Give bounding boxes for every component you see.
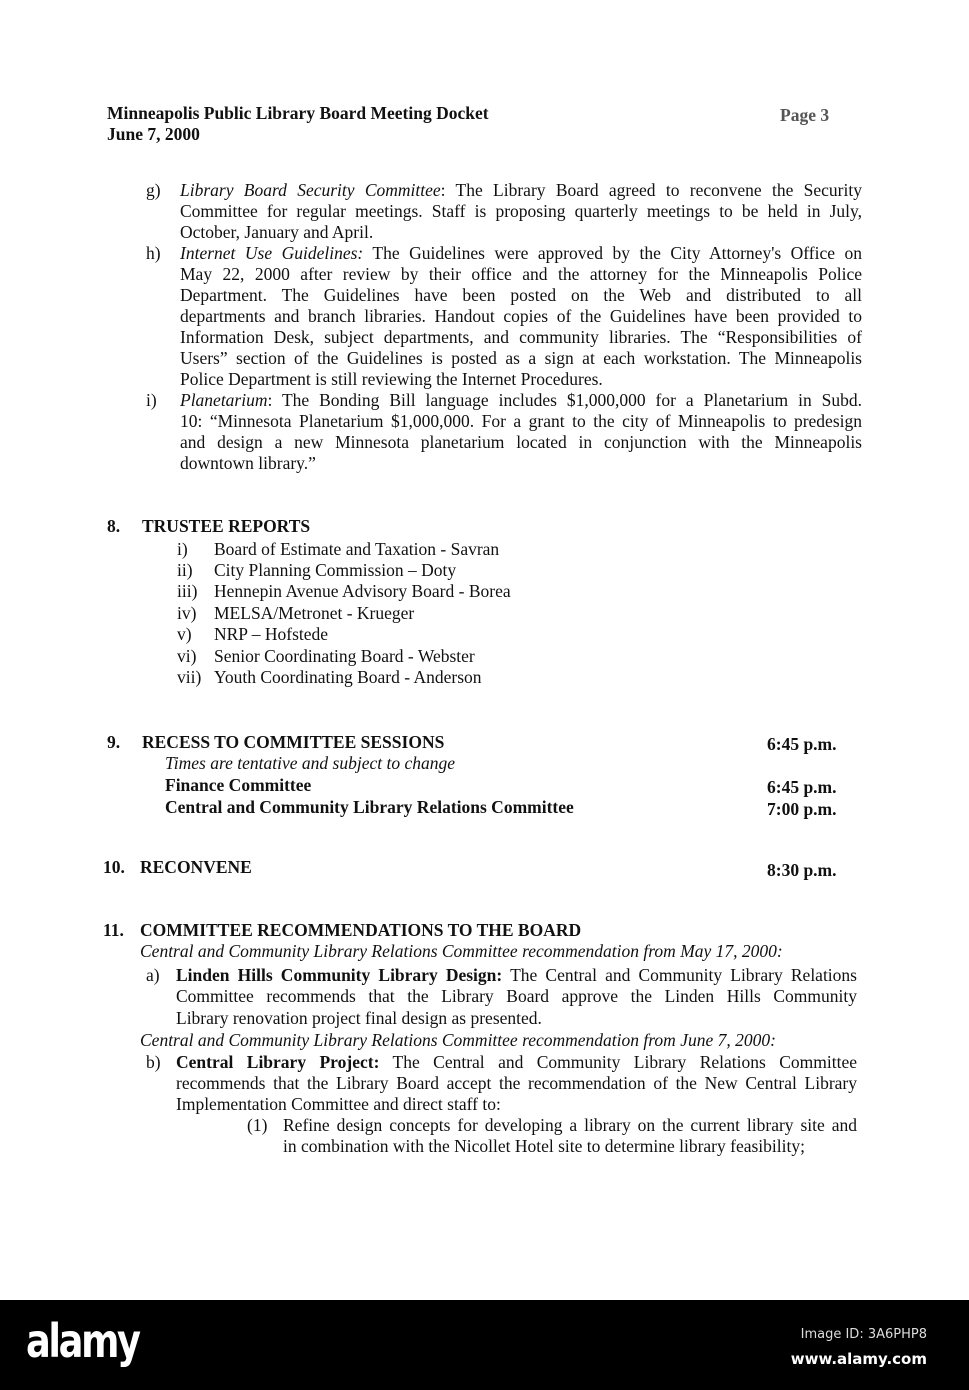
item-line: recommends that the Library Board accept the recommendation of the New Central Library <box>176 1073 857 1093</box>
report-text: Youth Coordinating Board - Anderson <box>214 667 482 687</box>
item-line: Refine design concepts for developing a library on the current library site and <box>283 1115 857 1135</box>
report-text: Hennepin Avenue Advisory Board - Borea <box>214 581 511 601</box>
subitem-label: (1) <box>247 1115 268 1135</box>
section-title: RECESS TO COMMITTEE SESSIONS <box>142 732 445 752</box>
image-id: Image ID: 3A6PHP8 <box>800 1327 927 1342</box>
item-line: Implementation Committee and direct staff to: <box>176 1094 501 1114</box>
report-text: Senior Coordinating Board - Webster <box>214 646 475 666</box>
item-lead: Library Board Security Committee <box>180 180 441 200</box>
item-line: Committee for regular meetings. Staff is proposing quarterly meetings to be held in July, <box>180 201 862 221</box>
item-lead: Planetarium <box>180 390 268 410</box>
item-line: Users” section of the Guidelines is posted as a sign at each workstation. The Minneapolis <box>180 348 862 368</box>
item-label: i) <box>146 390 157 410</box>
section-number: 8. <box>107 516 121 536</box>
item-line: in combination with the Nicollet Hotel site to determine library feasibility; <box>283 1136 805 1156</box>
item-lead: Central Library Project: <box>176 1052 380 1072</box>
item-label: h) <box>146 243 161 263</box>
item-line: Information Desk, subject departments, and community libraries. The “Responsibilities of <box>180 327 862 347</box>
section-number: 10. <box>103 857 125 877</box>
item-text: The Guidelines were approved by the City Attorney's Office on <box>363 243 862 263</box>
report-num: vii) <box>177 667 202 687</box>
item-line: 10: “Minnesota Planetarium $1,000,000. For a grant to the city of Minneapolis to predesign <box>180 411 862 431</box>
item-line <box>180 390 862 411</box>
item-line <box>176 1052 857 1073</box>
item-text: : The Bonding Bill language includes $1,000,000 for a Planetarium in Subd. <box>267 390 862 410</box>
item-line: Committee recommends that the Library Board approve the Linden Hills Community <box>176 986 857 1006</box>
item-line: Library renovation project final design as presented. <box>176 1008 542 1028</box>
item-label: a) <box>146 965 160 985</box>
report-text: NRP – Hofstede <box>214 624 329 644</box>
item-line: and design a new Minnesota planetarium located in conjunction with the Minneapolis <box>180 432 862 452</box>
report-num: vi) <box>177 646 197 666</box>
document-title: Minneapolis Public Library Board Meeting Docket <box>107 103 489 123</box>
item-line: May 22, 2000 after review by their office and the attorney for the Minneapolis Police <box>180 264 862 284</box>
watermark-url: www.alamy.com <box>790 1350 927 1368</box>
section-title: RECONVENE <box>140 857 252 877</box>
session-time: 6:45 p.m. <box>767 777 837 797</box>
report-num: v) <box>177 624 192 644</box>
page-number: Page 3 <box>780 105 830 125</box>
item-text: The Central and Community Library Relations Committee <box>379 1052 857 1072</box>
item-text: The Central and Community Library Relations <box>502 965 857 985</box>
recommendation-intro: Central and Community Library Relations Committee recommendation from May 17, 2000: <box>140 941 783 961</box>
section-number: 11. <box>103 920 124 940</box>
section-time: 6:45 p.m. <box>767 734 837 754</box>
item-lead: Internet Use Guidelines: <box>180 243 364 263</box>
report-text: MELSA/Metronet - Krueger <box>214 603 415 623</box>
report-num: ii) <box>177 560 193 580</box>
session-name: Finance Committee <box>165 775 312 795</box>
item-line: Police Department is still reviewing the Internet Procedures. <box>180 369 603 389</box>
report-num: i) <box>177 539 188 559</box>
recommendation-intro: Central and Community Library Relations Committee recommendation from June 7, 2000: <box>140 1030 776 1050</box>
document-date: June 7, 2000 <box>107 124 200 144</box>
item-label: g) <box>146 180 161 200</box>
report-num: iv) <box>177 603 197 623</box>
watermark-banner <box>0 1300 969 1390</box>
item-line <box>180 180 862 201</box>
section-note: Times are tentative and subject to change <box>165 753 455 773</box>
report-text: City Planning Commission – Doty <box>214 560 457 580</box>
report-text: Board of Estimate and Taxation - Savran <box>214 539 500 559</box>
item-label: b) <box>146 1052 161 1072</box>
item-text: : The Library Board agreed to reconvene the Security <box>440 180 862 200</box>
report-num: iii) <box>177 581 198 601</box>
item-line: downtown library.” <box>180 453 316 473</box>
item-line: October, January and April. <box>180 222 374 242</box>
item-line: Department. The Guidelines have been posted on the Web and distributed to all <box>180 285 862 305</box>
session-time: 7:00 p.m. <box>767 799 837 819</box>
item-lead: Linden Hills Community Library Design: <box>176 965 503 985</box>
alamy-logo: alamy <box>26 1314 139 1368</box>
section-title: TRUSTEE REPORTS <box>142 516 311 536</box>
item-line: departments and branch libraries. Handout copies of the Guidelines have been provided to <box>180 306 862 326</box>
item-line <box>180 243 862 264</box>
section-title: COMMITTEE RECOMMENDATIONS TO THE BOARD <box>140 920 582 940</box>
section-number: 9. <box>107 732 121 752</box>
session-name: Central and Community Library Relations Committee <box>165 797 574 817</box>
item-line <box>176 965 857 986</box>
section-time: 8:30 p.m. <box>767 860 837 880</box>
